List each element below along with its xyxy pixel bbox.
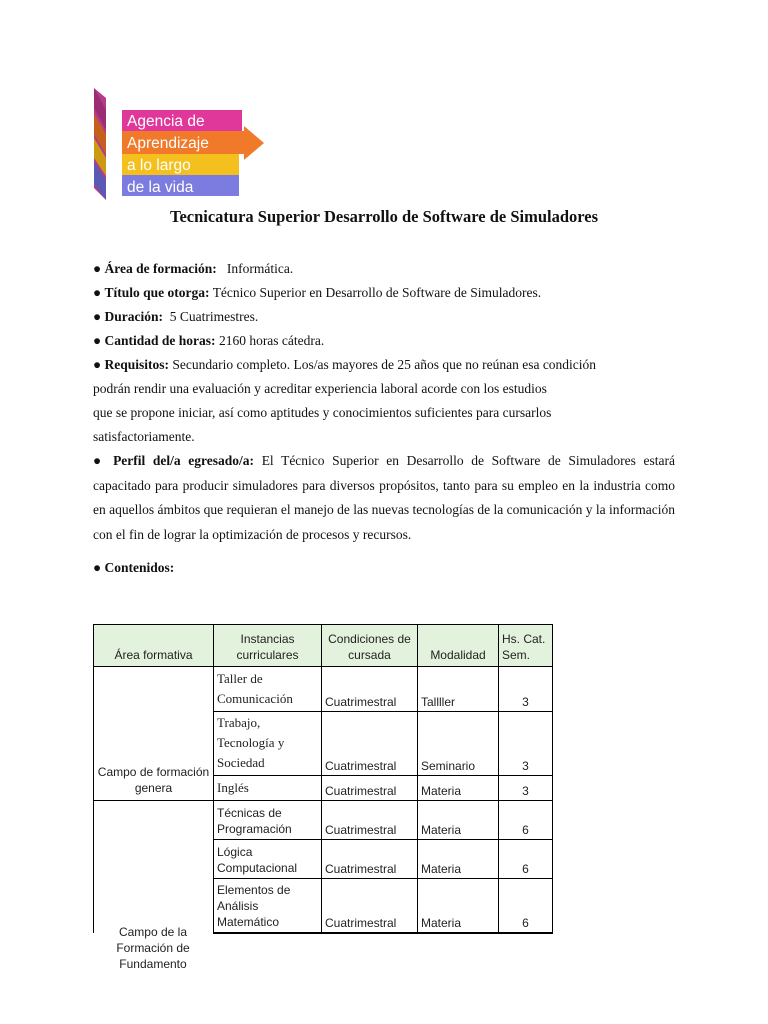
- table-header-row: [94, 625, 553, 667]
- horas-cell: 6: [499, 801, 553, 840]
- table-row: [94, 667, 553, 712]
- horas-cell: 6: [499, 879, 553, 933]
- document-body: [93, 257, 675, 580]
- field-perfil-label: Perfil del/a egresado/a:: [113, 453, 255, 468]
- header-instancias: Instancias curriculares: [214, 625, 322, 667]
- field-titulo-label: Título que otorga:: [104, 285, 210, 300]
- field-duracion-label: Duración:: [104, 309, 164, 324]
- instancia-cell: Taller de Comunicación: [214, 667, 322, 712]
- horas-cell: 6: [499, 840, 553, 879]
- condicion-cell: Cuatrimestral: [322, 712, 418, 776]
- logo-line-4: de la vida: [127, 179, 194, 196]
- horas-cell: 3: [499, 776, 553, 801]
- condicion-cell: Cuatrimestral: [322, 776, 418, 801]
- bullet-icon: ●: [93, 333, 102, 348]
- modalidad-cell: Tallller: [418, 667, 499, 712]
- area-cell: Campo de formación genera: [94, 667, 214, 801]
- field-requisitos-line-1: Secundario completo. Los/as mayores de 25 años que no reúnan esa condición: [172, 357, 597, 372]
- bullet-icon: ●: [93, 261, 102, 276]
- agency-logo: [94, 88, 266, 200]
- bullet-icon: ●: [93, 285, 102, 300]
- field-requisitos-line-3: que se propone iniciar, así como aptitudes y conocimientos suficientes para cursarlos: [93, 405, 552, 420]
- instancia-cell: Elementos de Análisis Matemático: [214, 879, 322, 933]
- header-horas: Hs. Cat. Sem.: [499, 625, 553, 667]
- field-perfil-value: El Técnico Superior en Desarrollo de Software de Simuladores estará capacitado para producir simuladores para diversos propósitos, tanto para su empleo en la industria como en aquellos ámbitos que requieran el manejo de las nuevas tecnologías de la comunicación y la información con el fin de lograr la optimización de procesos y recursos.: [93, 453, 676, 542]
- modalidad-cell: Materia: [418, 840, 499, 879]
- field-titulo: [93, 281, 675, 305]
- field-requisitos-label: Requisitos:: [104, 357, 170, 372]
- field-area: [93, 257, 675, 281]
- bullet-icon: ●: [93, 357, 102, 372]
- field-horas-label: Cantidad de horas:: [104, 333, 216, 348]
- modalidad-cell: Materia: [418, 879, 499, 933]
- logo-line-2: Aprendizaje: [127, 135, 209, 152]
- horas-cell: 3: [499, 712, 553, 776]
- bullet-icon: ●: [93, 560, 102, 576]
- table-row: [94, 801, 553, 840]
- field-perfil: [93, 449, 675, 547]
- field-area-value: Informática.: [226, 261, 294, 276]
- area-cell-overflow: [94, 801, 214, 933]
- logo-line-1: Agencia de: [127, 113, 205, 130]
- field-horas: [93, 329, 675, 353]
- instancia-cell: Inglés: [214, 776, 322, 801]
- condicion-cell: Cuatrimestral: [322, 840, 418, 879]
- header-area: Área formativa: [94, 625, 214, 667]
- field-requisitos-line-2: podrán rendir una evaluación y acreditar experiencia laboral acorde con los estudios: [93, 381, 547, 396]
- instancia-cell: Trabajo, Tecnología y Sociedad: [214, 712, 322, 776]
- logo-line-3: a lo largo: [127, 157, 191, 174]
- field-area-label: Área de formación:: [104, 261, 217, 276]
- instancia-cell: Lógica Computacional: [214, 840, 322, 879]
- condicion-cell: Cuatrimestral: [322, 879, 418, 933]
- modalidad-cell: Materia: [418, 776, 499, 801]
- instancia-cell: Técnicas de Programación: [214, 801, 322, 840]
- header-modalidad: Modalidad: [418, 625, 499, 667]
- field-contenidos: [93, 556, 675, 580]
- field-titulo-value: Técnico Superior en Desarrollo de Software de Simuladores.: [212, 285, 542, 300]
- modalidad-cell: Materia: [418, 801, 499, 840]
- condicion-cell: Cuatrimestral: [322, 667, 418, 712]
- field-duracion-value: 5 Cuatrimestres.: [169, 309, 259, 324]
- bullet-icon: ●: [93, 309, 102, 324]
- field-duracion: [93, 305, 675, 329]
- horas-cell: 3: [499, 667, 553, 712]
- contents-table: [93, 624, 553, 934]
- condicion-cell: Cuatrimestral: [322, 801, 418, 840]
- header-condiciones: Condiciones de cursada: [322, 625, 418, 667]
- bullet-icon: ●: [93, 453, 106, 468]
- field-horas-value: 2160 horas cátedra.: [218, 333, 325, 348]
- field-contenidos-label: Contenidos:: [104, 560, 175, 576]
- area-label-fundamento: Campo de la Formación de Fundamento: [116, 925, 190, 971]
- field-requisitos: [93, 353, 675, 449]
- document-title: Tecnicatura Superior Desarrollo de Software de Simuladores: [169, 207, 599, 226]
- modalidad-cell: Seminario: [418, 712, 499, 776]
- field-requisitos-line-4: satisfactoriamente.: [93, 429, 195, 444]
